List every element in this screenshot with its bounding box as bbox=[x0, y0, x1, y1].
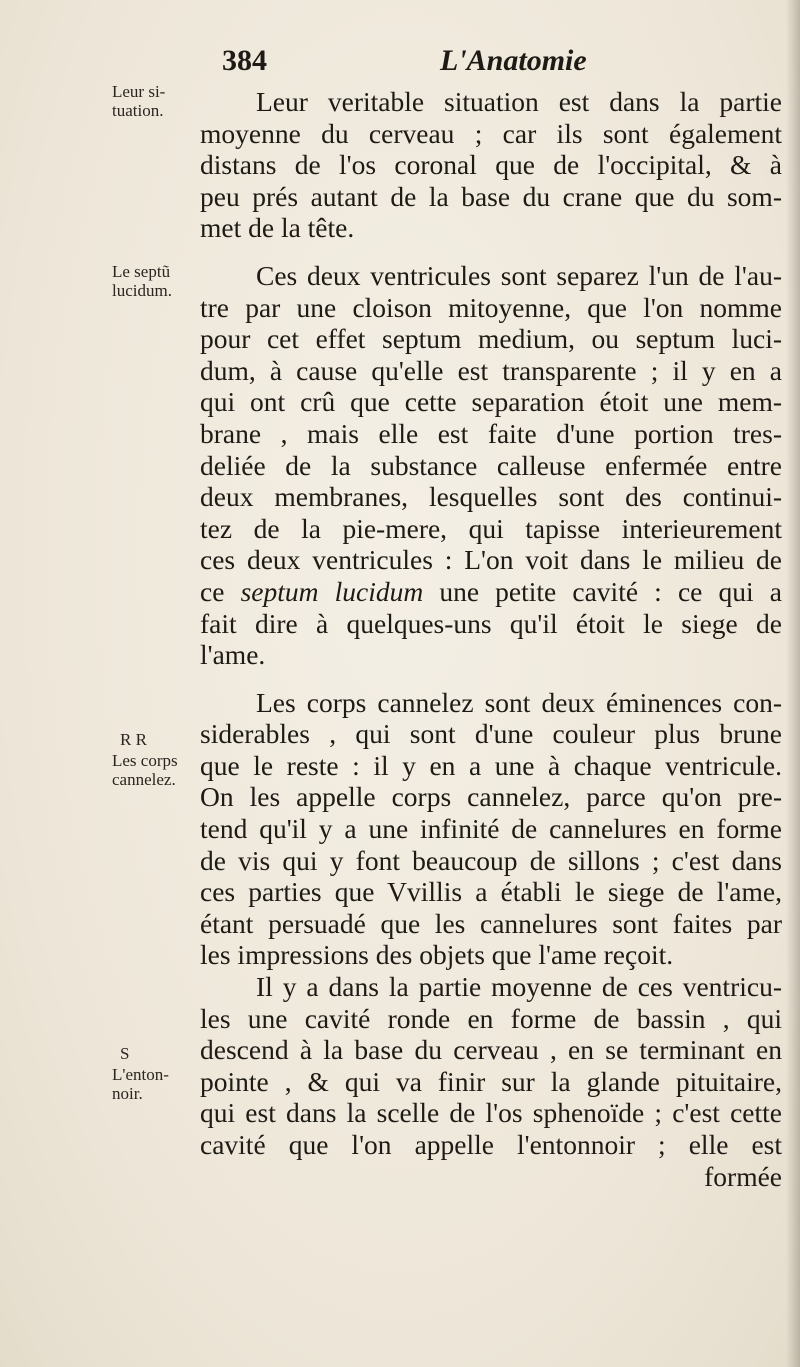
text-line: Leur veritable situation est dans la partie bbox=[256, 86, 782, 117]
catchword: formée bbox=[704, 1160, 782, 1192]
text-line: ces parties que Vvillis a établi le siege de l'ame, bbox=[200, 876, 782, 908]
text-line: siderables , qui sont d'une couleur plus brune bbox=[200, 718, 782, 750]
text-line: On les appelle corps cannelez, parce qu'on pre- bbox=[200, 781, 782, 813]
margin-note-line: Le septũ bbox=[112, 262, 171, 281]
text-line: étant persuadé que les cannelures sont faites par bbox=[200, 907, 782, 939]
margin-note-line: Leur si- bbox=[112, 82, 166, 101]
margin-note-situation bbox=[112, 82, 206, 120]
text-line: distans de l'os coronal que de l'occipital, & à bbox=[200, 149, 782, 181]
paragraph-gap bbox=[200, 671, 782, 687]
text-line: Ces deux ventricules sont separez l'un de l'au- bbox=[256, 259, 782, 291]
text-line-with-italic: ce septum lucidum une petite cavité : ce qui a bbox=[200, 575, 782, 607]
margin-note-reference-letter: R R bbox=[120, 730, 147, 749]
text-line: les une cavité ronde en forme de bassin , qui bbox=[200, 1002, 782, 1034]
text-line: que le reste : il y en a une à chaque ventricule. bbox=[200, 749, 782, 781]
margin-note-line: cannelez. bbox=[112, 770, 176, 789]
text-line: tez de la pie-mere, qui tapisse interieurement bbox=[200, 512, 782, 544]
margin-note-line: tuation. bbox=[112, 101, 164, 120]
text-line: pour cet effet septum medium, ou septum luci- bbox=[200, 323, 782, 355]
text-line: brane , mais elle est faite d'une portion tres- bbox=[200, 417, 782, 449]
margin-note-entonnoir bbox=[112, 1044, 206, 1103]
text-line: ces deux ventricules : L'on voit dans le milieu de bbox=[200, 544, 782, 576]
text-line: pointe , & qui va finir sur la glande pituitaire, bbox=[200, 1065, 782, 1097]
text-line: peu prés autant de la base du crane que du som- bbox=[200, 180, 782, 212]
page-header bbox=[222, 44, 762, 88]
text-line: l'ame. bbox=[200, 639, 266, 671]
margin-note-line: noir. bbox=[112, 1084, 143, 1103]
body-text bbox=[200, 86, 782, 1192]
text-line: qui ont crû que cette separation étoit une mem- bbox=[200, 386, 782, 418]
text-line: deliée de la substance calleuse enfermée entre bbox=[200, 449, 782, 481]
text-line: les impressions des objets que l'ame reçoit. bbox=[200, 939, 674, 971]
text-line: met de la tête. bbox=[200, 212, 355, 244]
italic-term: septum lucidum bbox=[240, 575, 424, 607]
margin-note-line: lucidum. bbox=[112, 281, 172, 300]
text-line: qui est dans la scelle de l'os sphenoïde ; c'est cette bbox=[200, 1097, 782, 1129]
text-line: fait dire à quelques-uns qu'il étoit le siege de bbox=[200, 607, 782, 639]
page-number: 384 bbox=[222, 44, 267, 77]
text-line: dum, à cause qu'elle est transparente ; il y en a bbox=[200, 354, 782, 386]
margin-note-septum bbox=[112, 262, 206, 300]
text-line: Les corps cannelez sont deux éminences con- bbox=[256, 686, 782, 718]
margin-note-corps-cannelez bbox=[112, 730, 206, 789]
text-line: Il y a dans la partie moyenne de ces ventricu- bbox=[256, 971, 782, 1003]
paragraph-gap bbox=[200, 244, 782, 260]
margin-note-line: L'enton- bbox=[112, 1065, 169, 1084]
margin-note-reference-letter: S bbox=[120, 1044, 130, 1063]
page-edge-shadow bbox=[786, 0, 800, 1367]
running-title: L'Anatomie bbox=[440, 44, 587, 77]
text-line: tre par une cloison mitoyenne, que l'on nomme bbox=[200, 291, 782, 323]
text-line: cavité que l'on appelle l'entonnoir ; elle est bbox=[200, 1129, 782, 1160]
margin-note-line: Les corps bbox=[112, 751, 178, 770]
text-line: moyenne du cerveau ; car ils sont également bbox=[200, 117, 782, 149]
text-line: tend qu'il y a une infinité de cannelures en forme bbox=[200, 813, 782, 845]
text-line: de vis qui y font beaucoup de sillons ; c'est dans bbox=[200, 844, 782, 876]
text-line: descend à la base du cerveau , en se terminant en bbox=[200, 1034, 782, 1066]
text-line: deux membranes, lesquelles sont des continui- bbox=[200, 481, 782, 513]
